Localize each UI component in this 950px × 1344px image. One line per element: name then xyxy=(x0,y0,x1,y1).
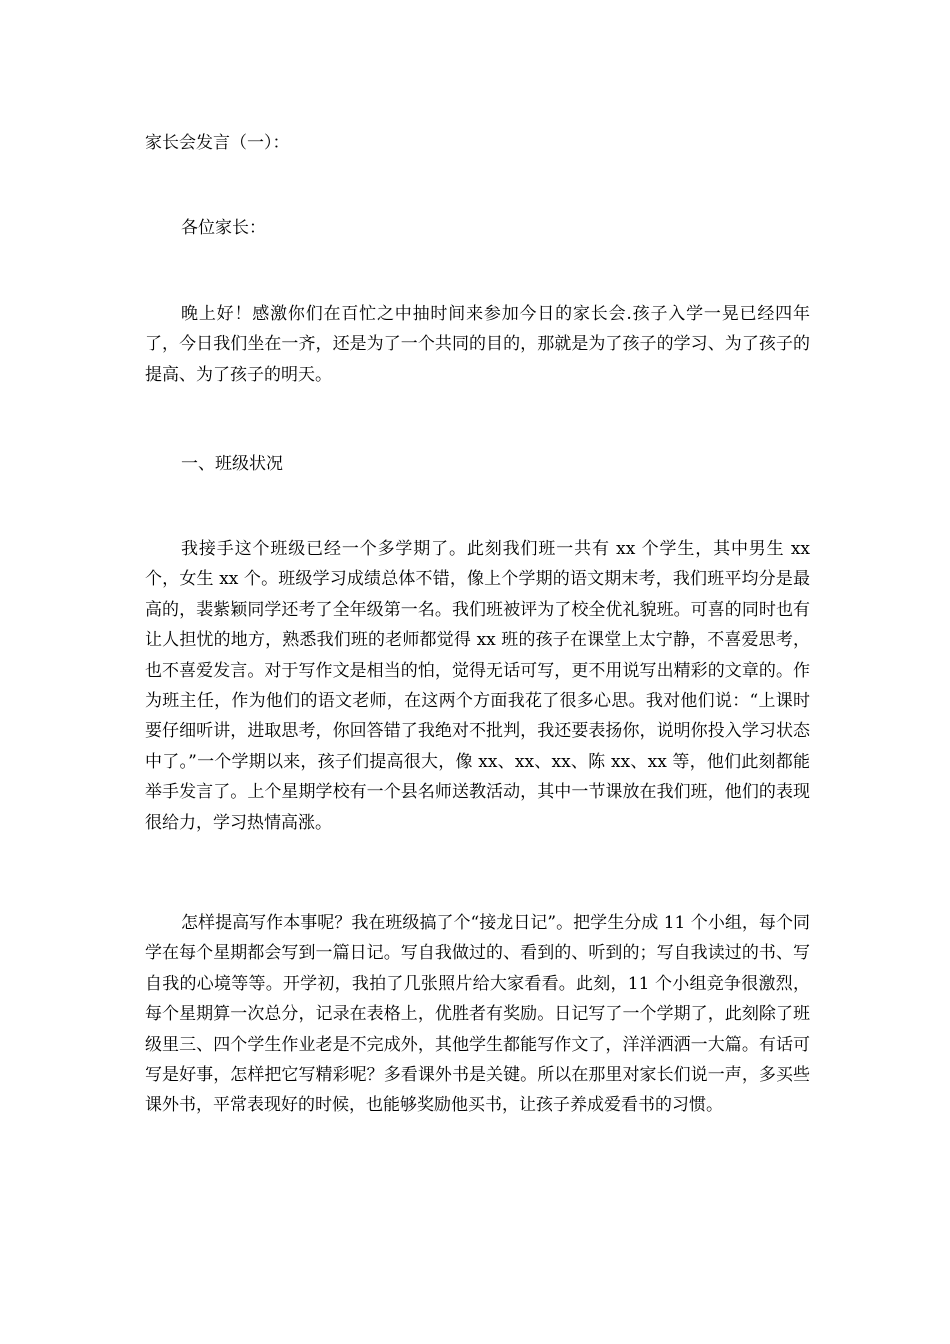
intro-paragraph: 晚上好！感激你们在百忙之中抽时间来参加今日的家长会.孩子入学一晃已经四年了，今日我们坐在一齐，还是为了一个共同的目的，那就是为了孩子的学习、为了孩子的提高、为了孩子的明天。 xyxy=(145,304,810,385)
writing-skills-paragraph: 怎样提高写作本事呢？我在班级搞了个“接龙日记”。把学生分成 11 个小组，每个同学在每个星期都会写到一篇日记。写自我做过的、看到的、听到的；写自我读过的书、写自我的心境等等。开学初，我拍了几张照片给大家看看。此刻，11 个小组竞争很激烈，每个星期算一次总分，记录在表格上，优胜者有奖励。日记写了一个学期了，此刻除了班级里三、四个学生作业老是不完成外，其他学生都能写作文了，洋洋洒洒一大篇。有话可写是好事，怎样把它写精彩呢？多看课外书是关键。所以在那里对家长们说一声，多买些课外书，平常表现好的时候，也能够奖励他买书，让孩子养成爱看书的习惯。 xyxy=(145,913,810,1116)
greeting-paragraph: 各位家长： xyxy=(181,218,266,238)
section-heading-class-status: 一、班级状况 xyxy=(181,454,283,474)
class-status-paragraph: 我接手这个班级已经一个多学期了。此刻我们班一共有 xx 个学生，其中男生 xx 个，女生 xx 个。班级学习成绩总体不错，像上个学期的语文期末考，我们班平均分是最高的，裴紫颖同学还考了全年级第一名。我们班被评为了校全优礼貌班。可喜的同时也有让人担忧的地方，熟悉我们班的老师都觉得 xx 班的孩子在课堂上太宁静，不喜爱思考，也不喜爱发言。对于写作文是相当的怕，觉得无话可写，更不用说写出精彩的文章的。作为班主任，作为他们的语文老师，在这两个方面我花了很多心思。我对他们说：“上课时要仔细听讲，进取思考，你回答错了我绝对不批判，我还要表扬你，说明你投入学习状态中了。”一个学期以来，孩子们提高很大，像 xx、xx、xx、陈 xx、xx 等，他们此刻都能举手发言了。上个星期学校有一个县名师送教活动，其中一节课放在我们班，他们的表现很给力，学习热情高涨。 xyxy=(145,539,810,833)
document-title: 家长会发言（一）： xyxy=(145,133,290,153)
